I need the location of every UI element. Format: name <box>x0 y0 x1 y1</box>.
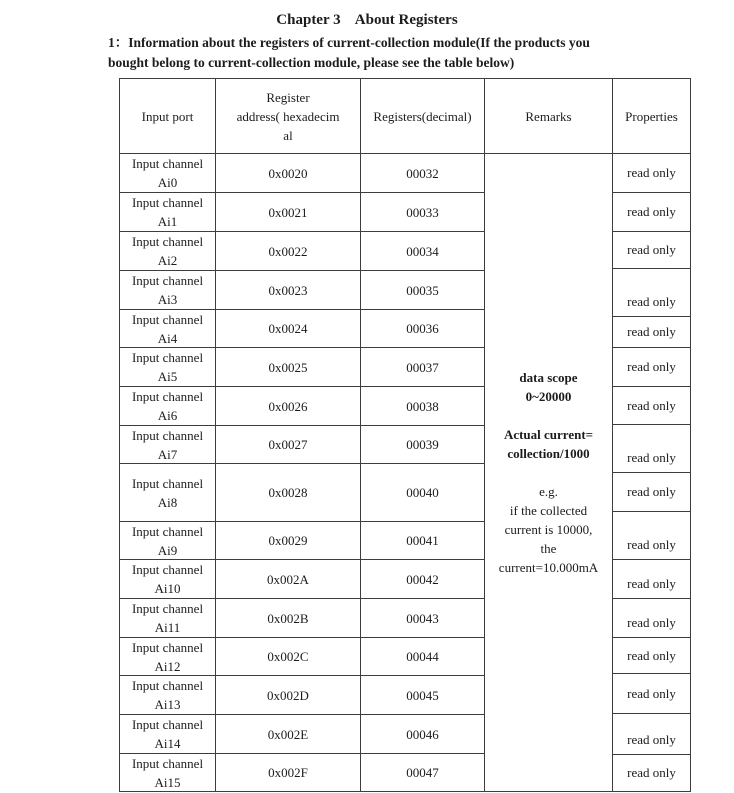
hex-cell: 0x002B <box>216 599 361 638</box>
dec-cell: 00032 <box>361 154 485 193</box>
hex-cell: 0x0025 <box>216 348 361 387</box>
dec-cell: 00038 <box>361 387 485 426</box>
property-cell: read only <box>613 154 690 193</box>
table-body <box>120 154 690 791</box>
dec-cell: 00045 <box>361 676 485 715</box>
intro-line-1: 1：Information about the registers of current-collection module(If the products you <box>108 35 590 50</box>
hex-cell: 0x0021 <box>216 193 361 232</box>
dec-cell: 00037 <box>361 348 485 387</box>
registers-table <box>119 78 691 792</box>
col-header-input-port: Input port <box>120 79 216 153</box>
remarks-formula: Actual current= collection/1000 <box>503 427 594 461</box>
port-cell: Input channel Ai4 <box>120 310 216 348</box>
col-header-register-hex: Register address( hexadecim al <box>216 79 361 153</box>
col-header-registers-decimal: Registers(decimal) <box>361 79 485 153</box>
table-header-row <box>120 79 690 154</box>
dec-cell: 00034 <box>361 232 485 271</box>
property-cell: read only <box>613 560 690 599</box>
hex-cell: 0x002A <box>216 560 361 599</box>
remarks-merged-cell <box>485 154 613 791</box>
dec-cell: 00043 <box>361 599 485 638</box>
hex-cell: 0x0027 <box>216 426 361 464</box>
port-cell: Input channel Ai6 <box>120 387 216 426</box>
property-cell: read only <box>613 674 690 714</box>
property-cell: read only <box>613 714 690 755</box>
property-cell: read only <box>613 193 690 232</box>
port-cell: Input channel Ai15 <box>120 754 216 791</box>
col-header-remarks: Remarks <box>485 79 613 153</box>
property-cell: read only <box>613 317 690 348</box>
property-cell: read only <box>613 387 690 425</box>
page-title: Chapter 3 About Registers <box>276 12 458 28</box>
hex-cell: 0x0026 <box>216 387 361 426</box>
property-cell: read only <box>613 599 690 638</box>
dec-cell: 00039 <box>361 426 485 464</box>
col-header-properties: Properties <box>625 108 678 124</box>
hex-cell: 0x0020 <box>216 154 361 193</box>
intro-line-2: bought belong to current-collection module, please see the table below) <box>108 55 515 70</box>
port-cell: Input channel Ai12 <box>120 638 216 676</box>
port-cell: Input channel Ai14 <box>120 715 216 754</box>
property-cell: read only <box>613 512 690 560</box>
hex-cell: 0x0028 <box>216 464 361 522</box>
properties-column <box>613 154 690 791</box>
property-cell: read only <box>613 638 690 674</box>
dec-cell: 00033 <box>361 193 485 232</box>
dec-cell: 00040 <box>361 464 485 522</box>
port-cell: Input channel Ai0 <box>120 154 216 193</box>
dec-cell: 00035 <box>361 271 485 310</box>
port-cell: Input channel Ai5 <box>120 348 216 387</box>
port-cell: Input channel Ai7 <box>120 426 216 464</box>
port-cell: Input channel Ai10 <box>120 560 216 599</box>
port-cell: Input channel Ai9 <box>120 522 216 560</box>
hex-cell: 0x002D <box>216 676 361 715</box>
property-cell: read only <box>613 473 690 512</box>
port-cell: Input channel Ai13 <box>120 676 216 715</box>
main-columns <box>120 154 485 791</box>
remarks-data-scope: data scope 0~20000 <box>519 370 578 404</box>
hex-cell: 0x0022 <box>216 232 361 271</box>
port-cell: Input channel Ai8 <box>120 464 216 522</box>
dec-cell: 00042 <box>361 560 485 599</box>
hex-cell: 0x0029 <box>216 522 361 560</box>
dec-cell: 00047 <box>361 754 485 791</box>
property-cell: read only <box>627 765 676 780</box>
property-cell: read only <box>613 348 690 387</box>
hex-cell: 0x002F <box>216 754 361 791</box>
port-cell: Input channel Ai3 <box>120 271 216 310</box>
intro-text <box>108 33 668 73</box>
port-cell: Input channel Ai11 <box>120 599 216 638</box>
remarks-example: e.g. if the collected current is 10000, the current=10.000mA <box>498 484 599 575</box>
port-cell: Input channel Ai2 <box>120 232 216 271</box>
hex-cell: 0x0024 <box>216 310 361 348</box>
hex-cell: 0x002C <box>216 638 361 676</box>
port-cell: Input channel Ai1 <box>120 193 216 232</box>
hex-cell: 0x002E <box>216 715 361 754</box>
property-cell: read only <box>613 425 690 473</box>
dec-cell: 00046 <box>361 715 485 754</box>
dec-cell: 00041 <box>361 522 485 560</box>
hex-cell: 0x0023 <box>216 271 361 310</box>
dec-cell: 00036 <box>361 310 485 348</box>
property-cell: read only <box>613 232 690 269</box>
dec-cell: 00044 <box>361 638 485 676</box>
property-cell: read only <box>613 269 690 317</box>
